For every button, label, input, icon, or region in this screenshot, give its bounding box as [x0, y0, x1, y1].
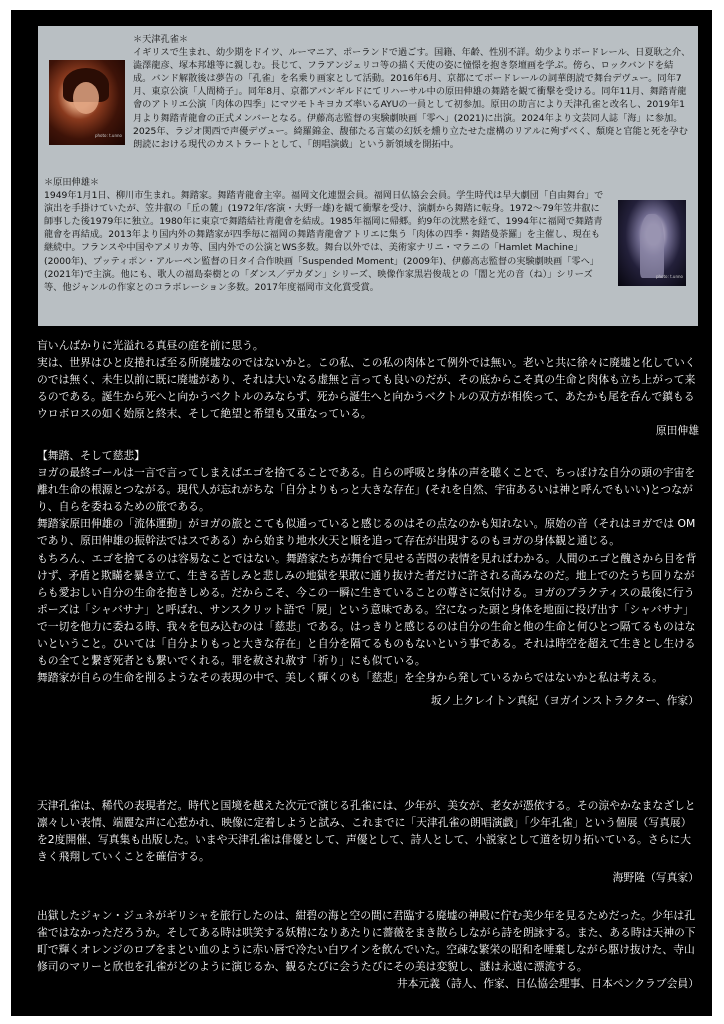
harada-bio: [44, 176, 604, 294]
essay-signature: 坂ノ上クレイトン真紀（ヨガインストラクター、作家）: [430, 694, 699, 708]
essay-signature: 井本元義（詩人、作家、日仏協会理事、日本ペンクラブ会員）: [396, 977, 699, 991]
essay-paragraph: 盲いんばかりに光溢れる真昼の庭を前に思う。: [37, 339, 264, 352]
essay-paragraph: 天津孔雀は、稀代の表現者だ。時代と国境を越えた次元で演じる孔雀には、少年が、美女が、老女が憑依する。その涼やかなまなざしと凛々しい表情、端麗な声に心惹かれ、映像に定着しようと試み、これまでに「天津孔雀の朗唱演戯」「少年孔雀」という個展（写真展）を2度開催、写真集も出版した。いまや天津孔雀は俳優として、声優として、詩人として、小説家として道を切り拓いている。さらに大きく飛翔していくことを確信する。: [37, 799, 696, 864]
takatsu-bio-text: イギリスで生まれ、幼少期をドイツ、ルーマニア、ポーランドで過ごす。国籍、年齢、性別不詳。幼少よりボードレール、日夏耿之介、澁澤龍彦、塚本邦雄等に親しむ。長じて、フラアンジェリコ等の描く天使の姿に憧憬を抱き祭壇画を学ぶ。傍ら、ロックバンドを結成。バンド解散後は夢告の「孔雀」を名乗り画家として活動。2016年6月、京都にてボードレールの詞華朗読で舞台デヴュー。同年7月、東京公演「人間椅子」。同年8月、京都アバンギルドにてリハーサル中の原田伸雄の舞踏を観て衝撃を受ける。同年11月、舞踏青龍會のアトリエ公演「肉体の四季」にマツモトキヨカズ率いるAYUの一員として初参加。原田の助言により天津孔雀と改名し、2019年1月より舞踏青龍會の正式メンバーとなる。伊藤高志監督の実験劇映画「零へ」(2021)に出演。2024年より文芸同人誌「海」に参加。2025年、ラジオ関西で声優デヴュー。綺羅錦金、馥郁たる言葉の幻妖を燻り立たせた虚構のリアルに殉ずべく、頽廃と官能と死を孕む朗読における現代のカストラートとして、「朗唱演戯」という新領域を開拓中。: [133, 47, 691, 150]
profile-box: [38, 26, 698, 326]
takatsu-bio-heading: ＊天津孔雀＊: [133, 34, 189, 45]
essay-signature: 原田伸雄: [655, 424, 699, 438]
unno-comment: [37, 797, 699, 886]
essay-signature: 海野隆（写真家）: [612, 871, 699, 885]
takatsu-bio: [133, 33, 691, 151]
harada-performance-photo: [618, 200, 686, 286]
imoto-comment: [37, 907, 699, 992]
section-title: 【舞踏、そして慈悲】: [37, 449, 145, 462]
photo-credit: photo: t.unno: [94, 132, 122, 138]
harada-bio-heading: ＊原田伸雄＊: [44, 177, 100, 188]
essay-paragraph: 実は、世界はひと皮捲れば至る所廃墟なのではないかと。この私、この私の肉体とて例外では無い。老いと共に徐々に廃墟と化していくのでは無く、未生以前に既に廃墟があり、それは大いなる虚無と言っても良いのだが、その底からこそ真の生命と肉体も立ち上がって来るのである。誕生から死へと向かうベクトルのみならず、死から誕生へと向かうベクトルの双方が相俟って、あたかも尾を呑んで鎮もるウロボロスの如く始原と終末、そして絶望と希望も又重なっている。: [37, 356, 696, 421]
essay-paragraph: 舞踏家原田伸雄の「流体運動」がヨガの旅とこても似通っていると感じるのはその点なのかも知れない。原始の音（それはヨガでは OM であり、原田伸雄の振幹法ではスである）から始まり地水火天と順を追って存在が出現するのもヨガの身体観と通じる。: [37, 517, 696, 548]
takatsu-portrait-photo: [49, 60, 125, 145]
essay-paragraph: 出獄したジャン・ジュネがギリシャを旅行したのは、紺碧の海と空の間に君臨する廃墟の神殿に佇む美少年を見るためだった。少年は孔雀ではなかっただろうか。そしてある時は哄笑する妖精になりあたりに薔薇をまき散らしながら詩を朗詠する。また、ある時は天神の下町で輝くオレンジのロブをまとい血のように赤い唇で冷たい白ワインを飲んでいた。空疎な繁栄の昭和を唾棄しながら駆け抜けた、寺山修司のマリーと欣也を孔雀がどのように演じるか、観るたびに会うたびにその美は変貌し、謎は永遠に漂流する。: [37, 909, 696, 974]
photo-credit: photo: t.unno: [655, 273, 683, 279]
essay-paragraph: もちろん、エゴを捨てるのは容易なことではない。舞踏家たちが舞台で見せる苦悶の表情を見ればわかる。人間のエゴと醜さから目を背けず、矛盾と欺瞞を暴き立て、生きる苦しみと悲しみの地獄を果敢に通り抜けた者だけに許される高みなのだ。地上でのたうち回りながらも愛おしい自分の生命を抱きしめる。だからこそ、今この一瞬に生きていることの尊さに気付ける。ヨガのプラクティスの最後に行うポーズは「シャバサナ」と呼ばれ、サンスクリット語で「屍」という意味である。空になった頭と身体を地面に投げ出す「シャバサナ」で一切を他力に委ねる時、我々を包み込むのは「慈悲」である。はっきりと感じるのは自分の生命と他の生命と何ひとつ隔てるものはないということ。ひいては「自分よりもっと大きな存在」と自分を隔てるものもないという事である。それは時空を超えて生きとし生けるもの全てと繋ぎ死者とも繋いでくれる。罪を赦され赦す「祈り」にも似ている。: [37, 551, 697, 668]
essay-paragraph: ヨガの最終ゴールは一言で言ってしまえばエゴを捨てることである。自らの呼吸と身体の声を聴くことで、ちっぽけな自分の頭の宇宙を離れ生命の根源とつながる。現代人が忘れがちな「自分よりもっと大きな存在」(それを自然、宇宙あるいは神と呼んでもいい)とつながり、自らを委ねるための旅である。: [37, 466, 696, 514]
harada-bio-text: 1949年1月1日、柳川市生まれ。舞踏家。舞踏青龍會主宰。福岡文化連盟会員。福岡日仏協会会員。学生時代は早大劇団「自由舞台」で演出を手掛けていたが、笠井叡の「丘の麓」(1972年/客演・大野一雄)を観て衝撃を受け、演劇から舞踏に転身。1972～79年笠井叡に師事した後1979年に独立。1980年に東京で舞踏結社青龍會を結成。1985年福岡に帰郷。約9年の沈黙を経て、1994年に福岡で舞踏青龍會を再結成。2013年より国内外の舞踏家が四季毎に福岡の舞踏青龍會アトリエに集う「肉体の四季・舞踏曼荼羅」を主催し、現在も継続中。フランスや中国やアメリカ等、国内外での公演とWS多数。舞台以外では、美術家ナリニ・マラニの「Hamlet Machine」(2000年)、プッティポン・アルーペン監督の日タイ合作映画「Suspended Moment」(2009年)、伊藤高志監督の実験劇映画「零へ」(2021年)で主演。他にも、歌人の福島泰樹との「ダンス／デカダン」シリーズ、映像作家黒岩俊哉との「闇と光の音（ね）」シリーズ等、他ジャンルの作家とのコラボレーション多数。2017年度福岡市文化賞受賞。: [44, 190, 604, 293]
harada-essay: [37, 337, 699, 440]
page: [11, 10, 712, 1016]
yoga-essay: [37, 447, 699, 709]
essay-paragraph: 舞踏家が自らの生命を削るようなその表現の中で、美しく輝くのも「慈悲」を全身から発しているからではないかと私は考える。: [37, 671, 663, 685]
